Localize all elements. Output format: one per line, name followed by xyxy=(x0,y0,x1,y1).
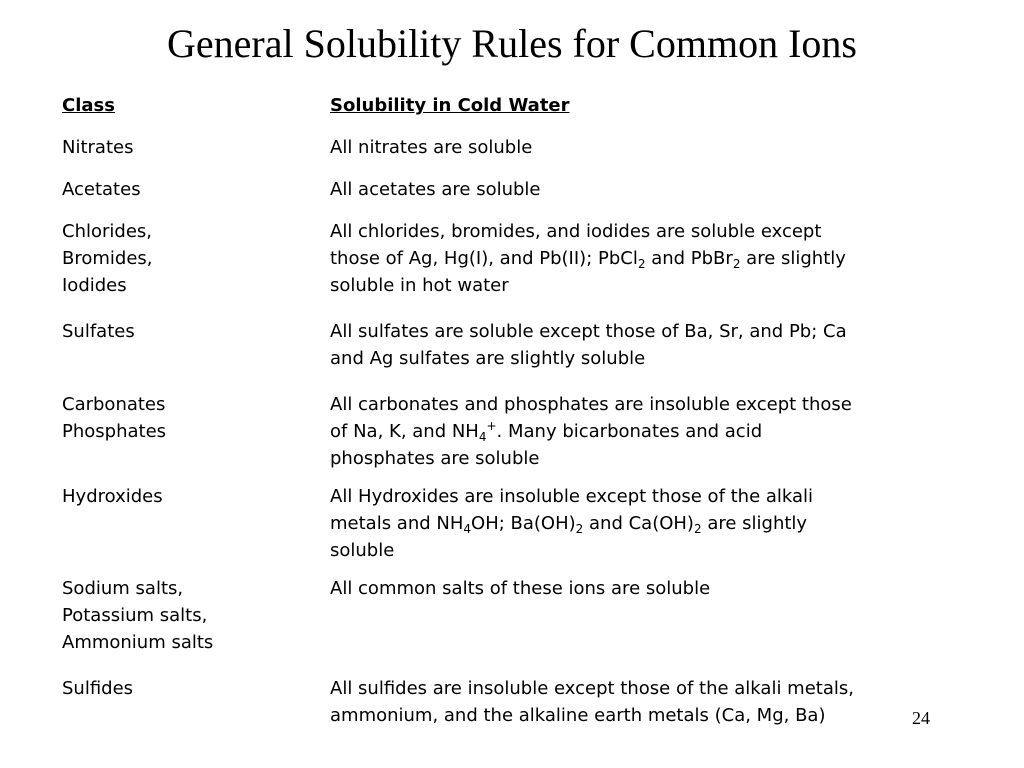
class-line: Acetates xyxy=(62,179,141,200)
page-number: 24 xyxy=(912,708,930,728)
rule-line: soluble xyxy=(330,540,395,561)
rule-line: soluble in hot water xyxy=(330,275,509,296)
class-line: Ammonium salts xyxy=(62,632,214,653)
rule-text: are slightly xyxy=(701,513,808,534)
rule-line: All sulfates are soluble except those of Ba, Sr, and Pb; Ca xyxy=(330,321,847,342)
rule-text: those of Ag, Hg(I), and Pb(II); PbCl xyxy=(330,248,638,269)
rule-text: and PbBr xyxy=(645,248,733,269)
row-rule xyxy=(330,134,962,161)
rule-text: OH; Ba(OH) xyxy=(471,513,576,534)
row-class xyxy=(62,575,330,656)
class-line: Bromides, xyxy=(62,248,153,269)
rule-text: of Na, K, and NH xyxy=(330,421,479,442)
rule-line: All chlorides, bromides, and iodides are soluble except xyxy=(330,221,822,242)
class-line: Sulfides xyxy=(62,678,134,699)
rule-line: All Hydroxides are insoluble except those of the alkali xyxy=(330,486,814,507)
subscript: 4 xyxy=(463,522,472,536)
rule-line: All sulfides are insoluble except those of the alkali metals, xyxy=(330,678,854,699)
rule-line: All nitrates are soluble xyxy=(330,137,533,158)
class-line: Chlorides, xyxy=(62,221,152,242)
table-row xyxy=(62,391,962,472)
table-row xyxy=(62,675,962,729)
rule-text: and Ca(OH) xyxy=(583,513,694,534)
row-class xyxy=(62,391,330,445)
rule-text: metals and NH xyxy=(330,513,464,534)
subscript: 2 xyxy=(637,257,646,271)
row-rule xyxy=(330,483,962,564)
row-class xyxy=(62,318,330,345)
row-rule xyxy=(330,318,962,372)
row-rule xyxy=(330,391,962,472)
class-line: Nitrates xyxy=(62,137,134,158)
class-line: Hydroxides xyxy=(62,486,163,507)
rule-line xyxy=(330,510,962,537)
row-class xyxy=(62,134,330,161)
slide-title: General Solubility Rules for Common Ions xyxy=(167,21,857,66)
rule-line: phosphates are soluble xyxy=(330,448,540,469)
solubility-table xyxy=(62,92,962,729)
subscript: 4 xyxy=(478,430,487,444)
header-solubility: Solubility in Cold Water xyxy=(330,95,570,116)
rule-line xyxy=(330,245,962,272)
row-rule xyxy=(330,176,962,203)
rule-text: are slightly xyxy=(740,248,846,269)
superscript: + xyxy=(486,419,497,433)
row-class xyxy=(62,176,330,203)
row-class xyxy=(62,483,330,510)
row-rule xyxy=(330,575,962,602)
rule-line: and Ag sulfates are slightly soluble xyxy=(330,348,646,369)
table-row xyxy=(62,318,962,372)
header-class: Class xyxy=(62,95,115,116)
row-rule xyxy=(330,218,962,299)
class-line: Sulfates xyxy=(62,321,135,342)
table-row xyxy=(62,134,962,161)
class-line: Iodides xyxy=(62,275,127,296)
table-header xyxy=(62,92,962,119)
rule-line: All carbonates and phosphates are insoluble except those xyxy=(330,394,852,415)
rule-line: All acetates are soluble xyxy=(330,179,541,200)
table-row xyxy=(62,483,962,564)
table-row xyxy=(62,218,962,299)
rule-line: All common salts of these ions are soluble xyxy=(330,578,711,599)
row-class xyxy=(62,218,330,299)
table-row xyxy=(62,176,962,203)
rule-line: ammonium, and the alkaline earth metals (Ca, Mg, Ba) xyxy=(330,705,826,726)
subscript: 2 xyxy=(575,522,584,536)
rule-line xyxy=(330,418,962,445)
class-line: Carbonates xyxy=(62,394,166,415)
row-rule xyxy=(330,675,962,729)
subscript: 2 xyxy=(732,257,741,271)
class-line: Sodium salts, xyxy=(62,578,184,599)
table-row xyxy=(62,575,962,656)
rule-text: . Many bicarbonates and acid xyxy=(496,421,763,442)
class-line: Phosphates xyxy=(62,421,167,442)
subscript: 2 xyxy=(693,522,702,536)
row-class xyxy=(62,675,330,702)
class-line: Potassium salts, xyxy=(62,605,208,626)
